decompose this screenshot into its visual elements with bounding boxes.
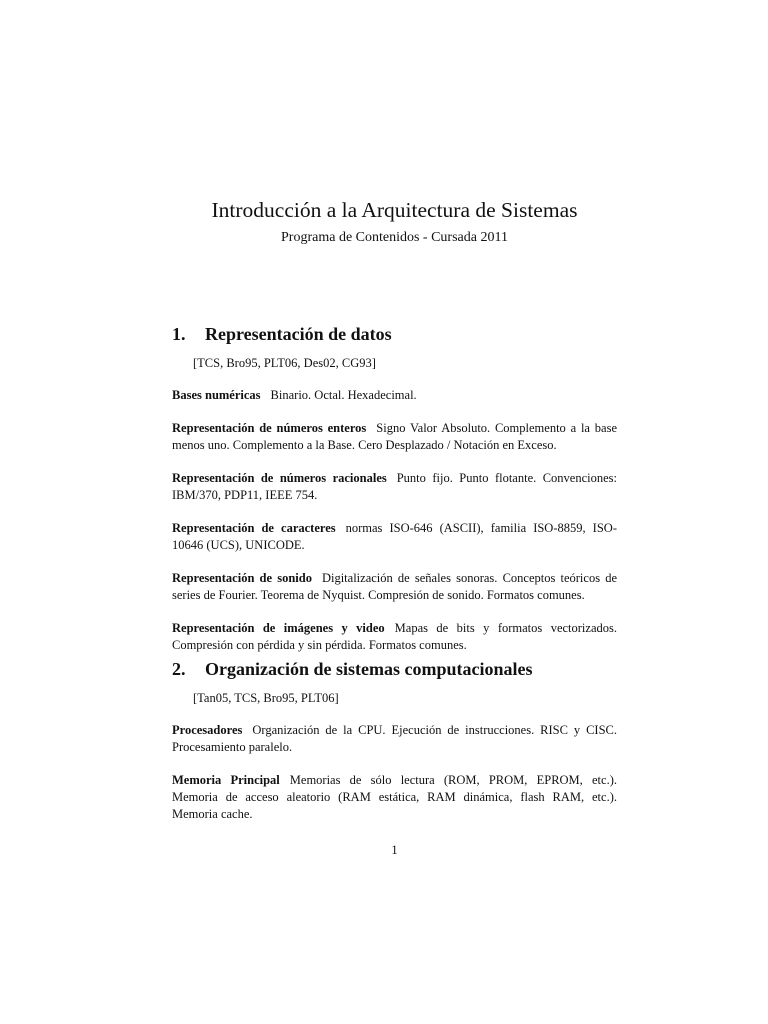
item-text: Digitalización de señales sonoras. Conceptos teóricos de series de Fourier. Teorema de Nyquist. Compresión de sonido. Formatos comunes. <box>172 571 618 602</box>
section-number: 2. <box>172 659 186 679</box>
list-item <box>172 722 617 756</box>
item-text: Mapas de bits y formatos vectorizados. Compresión con pérdida y sin pérdida. Formatos comunes. <box>172 621 617 652</box>
section-references: [TCS, Bro95, PLT06, Des02, CG93] <box>193 356 376 370</box>
item-term: Procesadores <box>172 723 243 737</box>
section-items <box>172 387 617 654</box>
section-references: [Tan05, TCS, Bro95, PLT06] <box>193 691 339 705</box>
list-item <box>172 470 617 504</box>
item-text: normas ISO-646 (ASCII), familia ISO-8859, ISO-10646 (UCS), UNICODE. <box>172 521 617 552</box>
item-text: Memorias de sólo lectura (ROM, PROM, EPROM, etc.). Memoria de acceso aleatorio (RAM estática, RAM dinámica, flash RAM, etc.). Memoria cache. <box>172 773 617 821</box>
section-heading <box>172 658 617 680</box>
section-number: 1. <box>172 324 186 344</box>
document-subtitle: Programa de Contenidos - Cursada 2011 <box>281 230 508 245</box>
list-item <box>172 387 617 404</box>
item-text: Binario. Octal. Hexadecimal. <box>270 388 417 402</box>
item-term: Representación de sonido <box>172 571 312 585</box>
section-items <box>172 722 617 823</box>
page-number: 1 <box>391 843 398 857</box>
list-item <box>172 772 617 823</box>
document-title: Introducción a la Arquitectura de Sistemas <box>211 198 578 222</box>
list-item <box>172 620 617 654</box>
item-term: Representación de números racionales <box>172 471 387 485</box>
list-item <box>172 570 617 604</box>
item-text: Organización de la CPU. Ejecución de instrucciones. RISC y CISC. Procesamiento paralelo. <box>172 723 617 754</box>
item-term: Representación de caracteres <box>172 521 336 535</box>
list-item <box>172 520 617 554</box>
item-text: Punto fijo. Punto flotante. Convenciones: IBM/370, PDP11, IEEE 754. <box>172 471 617 502</box>
item-term: Representación de números enteros <box>172 421 367 435</box>
item-term: Memoria Principal <box>172 773 280 787</box>
section-title: Representación de datos <box>205 324 392 344</box>
section-1 <box>172 323 617 654</box>
item-term: Bases numéricas <box>172 388 261 402</box>
list-item <box>172 420 617 454</box>
section-heading <box>172 323 617 345</box>
section-2 <box>172 658 617 823</box>
item-text: Signo Valor Absoluto. Complemento a la base menos uno. Complemento a la Base. Cero Desplazado / Notación en Exceso. <box>172 421 617 452</box>
section-title: Organización de sistemas computacionales <box>205 659 533 679</box>
item-term: Representación de imágenes y video <box>172 621 385 635</box>
